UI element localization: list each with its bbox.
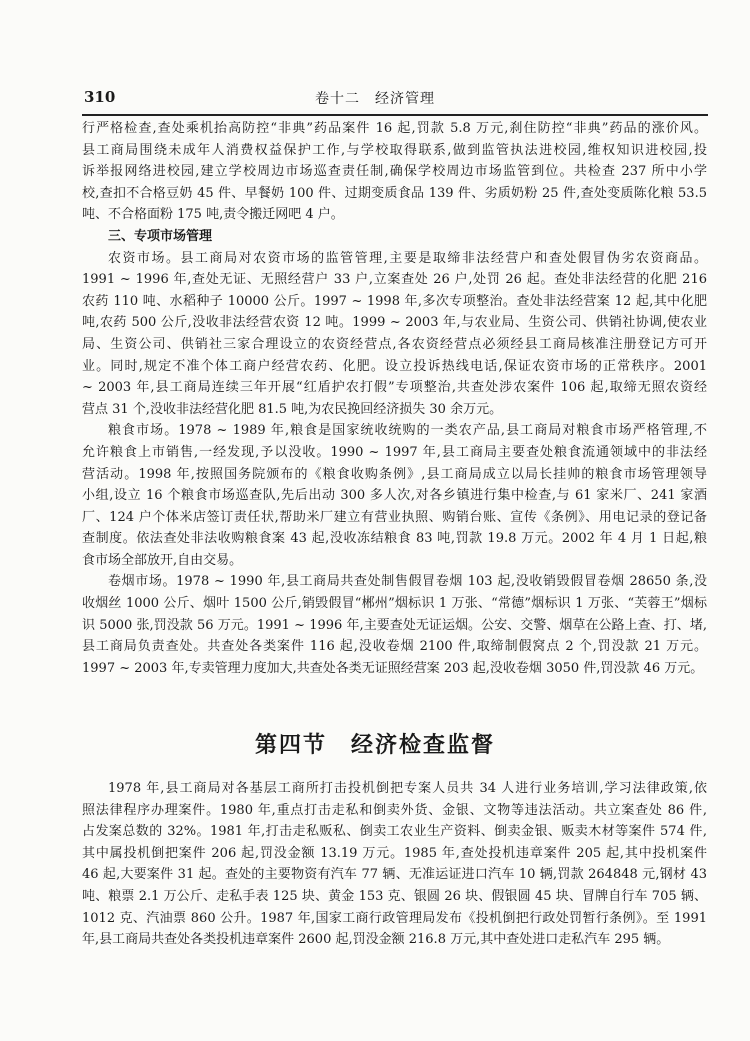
header-rule — [82, 114, 708, 116]
paragraph-line: 吨,农药 500 公斤,没收非法经营农资 12 吨。1999 ~ 2003 年,与农业局、生资公司、供销社协调,使农业 — [82, 315, 707, 331]
paragraph-line: 吨、粮票 2.1 万公斤、走私手表 125 块、黄金 153 克、银圆 26 块、假银圆 45 块、冒牌自行车 705 辆、 — [82, 888, 707, 904]
paragraph-line: 县工商局负责查处。共查处各类案件 116 起,没收卷烟 2100 件,取缔制假窝点 2 个,罚没款 21 万元。 — [82, 639, 707, 655]
paragraph-line: 1012 克、汽油票 860 公升。1987 年,国家工商行政管理局发布《投机倒把行政处罚暂行条例》。至 1991 — [82, 910, 707, 926]
paragraph-line: 吨、不合格面粉 175 吨,责令搬迁网吧 4 户。 — [82, 207, 344, 223]
paragraph-line: 诉举报网络进校园,建立学校周边市场巡查责任制,确保学校周边市场监管到位。共检查 237 所中小学 — [82, 164, 707, 180]
paragraph-line: 占发案总数的 32%。1981 年,打击走私贩私、倒卖工农业生产资料、倒卖金银、贩卖木材等案件 574 件, — [82, 824, 707, 840]
paragraph-line: 行严格检查,查处乘机抬高防控“非典”药品案件 16 起,罚款 5.8 万元,刹住防控“非典”药品的涨价风。 — [82, 121, 707, 136]
page-number: 310 — [84, 88, 116, 106]
section-title: 第四节 经济检查监督 — [254, 732, 495, 758]
paragraph-line: 允许粮食上市销售,一经发现,予以没收。1990 ~ 1997 年,县工商局主要查处粮食流通领域中的非法经 — [82, 444, 707, 460]
paragraph-line: 粮食市场。1978 ~ 1989 年,粮食是国家统收统购的一类农产品,县工商局对粮食市场严格管理,不 — [108, 423, 707, 439]
body-text-part1 — [82, 118, 707, 679]
paragraph-line: 食市场全部放开,自由交易。 — [82, 552, 243, 568]
paragraph-line: 小组,设立 16 个粮食市场巡查队,先后出动 300 多人次,对各乡镇进行集中检查,与 61 家米厂、241 家酒 — [82, 488, 707, 504]
paragraph-line: 县工商局围绕未成年人消费权益保护工作,与学校取得联系,做到监管执法进校园,维权知识进校园,投 — [82, 142, 707, 158]
paragraph-line: 46 起,大要案件 31 起。查处的主要物资有汽车 77 辆、无准运证进口汽车 10 辆,罚款 264848 元,钢材 43 — [82, 867, 707, 883]
paragraph-line: 局、生资公司、供销社三家合理设立的农资经营点,各农资经营点必须经县工商局核准注册登记方可开 — [82, 336, 707, 352]
paragraph-line: 查制度。依法查处非法收购粮食案 43 起,没收冻结粮食 83 吨,罚款 19.8 万元。2002 年 4 月 1 日起,粮 — [82, 531, 707, 547]
paragraph-line: 农资市场。县工商局对农资市场的监管管理,主要是取缔非法经营户和查处假冒伪劣农资商品。 — [108, 250, 707, 266]
paragraph-line: 厂、124 户个体米店签订责任状,帮助米厂建立有营业执照、购销台账、宣传《条例》、用电记录的登记备 — [82, 509, 707, 525]
paragraph-line: 其中属投机倒把案件 206 起,罚没金额 13.19 万元。1985 年,查处投机违章案件 205 起,其中投机案件 — [82, 845, 707, 861]
paragraph-line: 营活动。1998 年,按照国务院颁布的《粮食收购条例》,县工商局成立以局长挂帅的粮食市场管理领导 — [82, 466, 707, 482]
paragraph-line: 卷烟市场。1978 ~ 1990 年,县工商局共查处制售假冒卷烟 103 起,没收销毁假冒卷烟 28650 条,没 — [108, 574, 707, 590]
paragraph-line: 营点 31 个,没收非法经营化肥 81.5 吨,为农民挽回经济损失 30 余万元。 — [82, 401, 503, 417]
paragraph-line: 年,县工商局共查处各类投机违章案件 2600 起,罚没金额 216.8 万元,其中查处进口走私汽车 295 辆。 — [82, 932, 670, 948]
subsection-heading: 三、专项市场管理 — [108, 228, 213, 244]
paragraph-line: 识 5000 张,罚没款 56 万元。1991 ~ 1996 年,主要查处无证运烟。公安、交警、烟草在公路上查、打、堵, — [82, 617, 707, 633]
paragraph-line: 农药 110 吨、水稻种子 10000 公斤。1997 ~ 1998 年,多次专项整治。查处非法经营案 12 起,其中化肥 — [82, 293, 707, 309]
paragraph-line: ~ 2003 年,县工商局连续三年开展“红盾护农打假”专项整治,共查处涉农案件 106 起,取缔无照农资经 — [82, 380, 707, 396]
paragraph-line: 业。同时,规定不准个体工商户经营农药、化肥。设立投诉热线电话,保证农资市场的正常秩序。2001 — [82, 358, 707, 374]
paragraph-line: 1978 年,县工商局对各基层工商所打击投机倒把专案人员共 34 人进行业务培训,学习法律政策,依 — [108, 781, 707, 796]
paragraph-line: 照法律程序办理案件。1980 年,重点打击走私和倒卖外货、金银、文物等违法活动。共立案查处 86 件, — [82, 802, 707, 818]
paragraph-line: 1997 ~ 2003 年,专卖管理力度加大,共查处各类无证照经营案 203 起,没收卷烟 3050 件,罚没款 46 万元。 — [82, 660, 704, 676]
paragraph-line: 1991 ~ 1996 年,查处无证、无照经营户 33 户,立案查处 26 户,处罚 26 起。查处非法经营的化肥 216 — [82, 272, 707, 288]
body-text-part2 — [82, 778, 707, 951]
paragraph-line: 收烟丝 1000 公斤、烟叶 1500 公斤,销毁假冒“郴州”烟标识 1 万张、“常德”烟标识 1 万张、“芙蓉王”烟标 — [82, 596, 707, 612]
paragraph-line: 校,查扣不合格豆奶 45 件、早餐奶 100 件、过期变质食品 139 件、劣质奶粉 25 件,查处变质陈化粮 53.5 — [82, 185, 707, 201]
running-title: 卷十二 经济管理 — [315, 91, 435, 107]
